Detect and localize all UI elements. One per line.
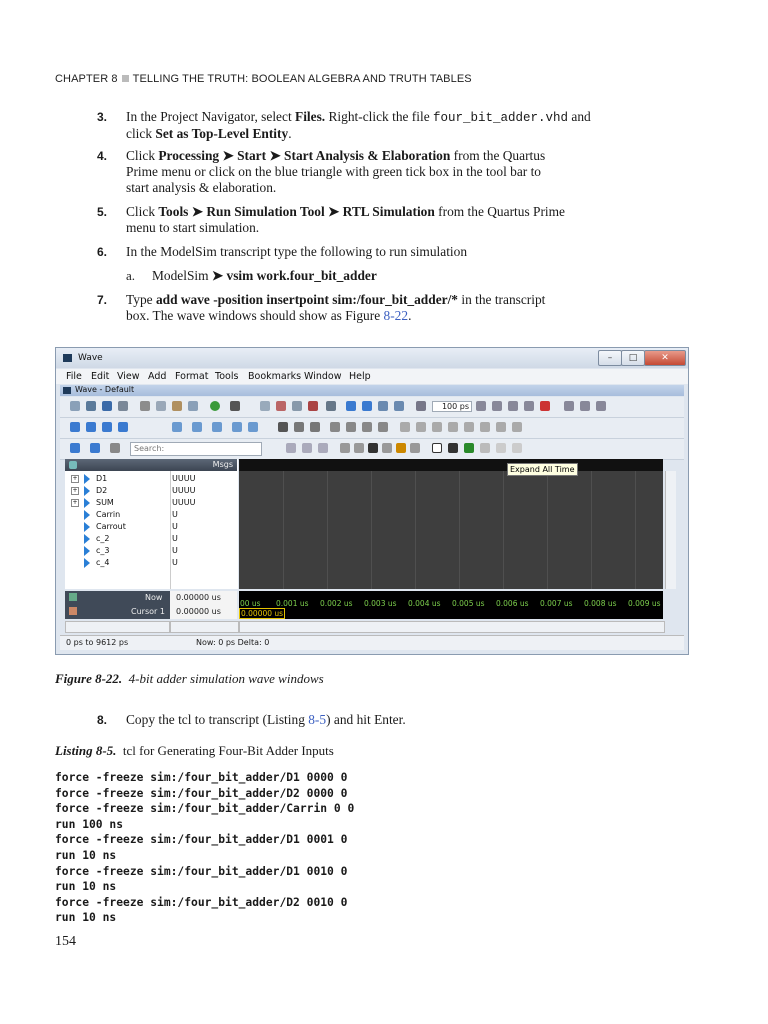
chapter-title: TELLING THE TRUTH: BOOLEAN ALGEBRA AND TRUTH TABLES [132, 73, 472, 85]
signal-name: Carrin [96, 510, 121, 519]
step-text: from the Quartus Prime [434, 204, 565, 219]
wave-edit-icon[interactable] [512, 422, 522, 432]
status-range: 0 ps to 9612 ps [66, 638, 129, 647]
signal-row[interactable] [65, 485, 237, 497]
wave-tool-icon[interactable] [326, 401, 336, 411]
minimize-button[interactable]: – [598, 350, 622, 366]
wave-nav-icon[interactable] [232, 422, 242, 432]
menu-edit[interactable]: Edit [91, 371, 110, 382]
signal-row[interactable] [65, 545, 237, 557]
step-arrow-icon[interactable] [378, 401, 388, 411]
cursor-tool-icon[interactable] [118, 422, 128, 432]
horizontal-scrollbar[interactable] [239, 621, 665, 633]
signal-value: UUUU [172, 486, 196, 495]
step-text: . [408, 308, 412, 323]
code-line: run 10 ns [55, 911, 117, 925]
horizontal-scrollbar[interactable] [65, 621, 170, 633]
step-6 [97, 244, 606, 260]
step-number: 3. [97, 110, 108, 124]
wave-format-icon[interactable] [432, 443, 442, 453]
signal-icon [84, 474, 90, 484]
cursor-label: Cursor 1 [131, 607, 165, 616]
chapter-label: CHAPTER 8 [55, 73, 118, 85]
wave-edit-icon[interactable] [496, 422, 506, 432]
signal-row[interactable] [65, 533, 237, 545]
now-cursor-values [170, 591, 237, 619]
find-icon[interactable] [230, 401, 240, 411]
signal-name: Carrout [96, 522, 126, 531]
page-number: 154 [55, 934, 76, 949]
signal-name: c_4 [96, 558, 110, 567]
bold-term: RTL Simulation [342, 204, 435, 219]
signal-value: U [172, 546, 178, 555]
horizontal-scrollbar[interactable] [170, 621, 239, 633]
run-icon[interactable] [492, 401, 502, 411]
signal-name: D2 [96, 486, 108, 495]
now-icon [69, 593, 77, 601]
layout-icon[interactable] [580, 401, 590, 411]
print-icon[interactable] [118, 401, 128, 411]
step-text: and [568, 109, 591, 124]
time-tick-label: 0.007 us [540, 599, 573, 608]
signal-value: UUUU [172, 474, 196, 483]
menu-help[interactable]: Help [349, 371, 371, 382]
signal-icon [84, 546, 90, 556]
menu-bookmarks[interactable]: Bookmarks [248, 371, 302, 382]
copy-icon[interactable] [156, 401, 166, 411]
cursor-tool-icon[interactable] [102, 422, 112, 432]
wave-tool-icon[interactable] [276, 401, 286, 411]
step-number: 7. [97, 293, 108, 307]
run-length-input[interactable]: 100 ps [432, 401, 472, 412]
arrow-icon: ➤ [211, 268, 224, 283]
cursor-value: 0.00000 us [176, 607, 221, 616]
wave-tool-icon[interactable] [292, 401, 302, 411]
time-tick-label: 0.008 us [584, 599, 617, 608]
app-icon [63, 354, 72, 362]
step-text: from the Quartus [450, 148, 546, 163]
step-5 [97, 204, 606, 236]
stop-icon[interactable] [540, 401, 550, 411]
arrow-icon: ➤ [191, 204, 203, 219]
window-title: Wave [78, 353, 103, 363]
new-icon[interactable] [70, 401, 80, 411]
select-icon[interactable] [294, 422, 304, 432]
signal-name: D1 [96, 474, 108, 483]
wave-format-icon[interactable] [496, 443, 506, 453]
time-tick-label: 00 us [240, 599, 261, 608]
window-titlebar [56, 348, 688, 368]
search-option-icon[interactable] [286, 443, 296, 453]
zoom-out-icon[interactable] [354, 443, 364, 453]
listing-link[interactable]: 8-5 [308, 712, 327, 727]
grid-line [415, 471, 416, 589]
arrow-icon: ➤ [328, 204, 340, 219]
bold-term: Set as Top-Level Entity [155, 126, 289, 141]
wave-edit-icon[interactable] [400, 422, 410, 432]
step-text: box. The wave windows should show as Figure [126, 308, 384, 323]
search-option-icon[interactable] [302, 443, 312, 453]
wave-nav-icon[interactable] [212, 422, 222, 432]
bold-term: add wave -position insertpoint sim:/four_bit_adder/* [155, 292, 458, 307]
time-tick-label: 0.002 us [320, 599, 353, 608]
step-number: 6. [97, 245, 108, 259]
wave-edit-icon[interactable] [346, 422, 356, 432]
code-listing [55, 770, 354, 926]
header-square-icon [122, 75, 129, 82]
time-tick-label: 0.003 us [364, 599, 397, 608]
step-arrow-icon[interactable] [346, 401, 356, 411]
step-text: In the Project Navigator, select [126, 109, 296, 124]
file-name-code: four_bit_adder.vhd [433, 111, 569, 125]
zoom-range-icon[interactable] [396, 443, 406, 453]
menu-add[interactable]: Add [148, 371, 167, 382]
expand-icon[interactable]: + [72, 487, 78, 494]
paste-icon[interactable] [172, 401, 182, 411]
code-line: force -freeze sim:/four_bit_adder/D2 0010 0 [55, 895, 348, 909]
run-icon[interactable] [508, 401, 518, 411]
wave-format-icon[interactable] [480, 443, 490, 453]
run-icon[interactable] [524, 401, 534, 411]
find-next-icon[interactable] [70, 443, 80, 453]
cursor-icon[interactable] [69, 607, 77, 615]
close-button[interactable]: ✕ [644, 350, 686, 366]
signal-row[interactable] [65, 497, 237, 509]
bold-term: Processing [158, 148, 220, 163]
signal-icon [84, 510, 90, 520]
now-value: 0.00000 us [176, 593, 221, 602]
signal-value: U [172, 558, 178, 567]
code-line: run 10 ns [55, 880, 117, 894]
wave-edit-icon[interactable] [378, 422, 388, 432]
figure-link[interactable]: 8-22 [383, 308, 409, 323]
zoom-full-icon[interactable] [368, 443, 378, 453]
wave-format-icon[interactable] [448, 443, 458, 453]
step-4 [97, 148, 606, 196]
step-8 [97, 712, 606, 728]
time-tick-label: 0.005 us [452, 599, 485, 608]
menu-view[interactable]: View [117, 371, 140, 382]
step-text: Prime menu or click on the blue triangle with green tick box in the tool bar to [126, 164, 542, 179]
bold-term: vsim work.four_bit_adder [226, 268, 377, 283]
wave-edit-icon[interactable] [416, 422, 426, 432]
bold-term: Files. [295, 109, 326, 124]
signal-name: SUM [96, 498, 114, 507]
step-arrow-icon[interactable] [362, 401, 372, 411]
zoom-tool-icon[interactable] [410, 443, 420, 453]
undo-icon[interactable] [188, 401, 198, 411]
signal-icon [84, 486, 90, 496]
wave-edit-icon[interactable] [448, 422, 458, 432]
step-text: in the transcript [458, 292, 546, 307]
msgs-header: Msgs [212, 460, 233, 469]
grid-line [459, 471, 460, 589]
code-line: run 10 ns [55, 848, 117, 862]
signal-row[interactable] [65, 473, 237, 485]
wave-edit-icon[interactable] [330, 422, 340, 432]
status-bar [60, 635, 684, 650]
menu-window[interactable]: Window [304, 371, 342, 382]
arrow-icon: ➤ [222, 148, 234, 163]
run-icon[interactable] [476, 401, 486, 411]
step-text: click [126, 126, 156, 141]
wave-format-icon[interactable] [512, 443, 522, 453]
code-line: force -freeze sim:/four_bit_adder/D1 0010 0 [55, 864, 348, 878]
compile-icon[interactable] [210, 401, 220, 411]
time-ruler[interactable] [239, 591, 663, 619]
wave-edit-icon[interactable] [362, 422, 372, 432]
search-option-icon[interactable] [318, 443, 328, 453]
time-tick-label: 0.001 us [276, 599, 309, 608]
signal-icon [84, 534, 90, 544]
waveform-area[interactable] [239, 471, 663, 589]
step-text: Click [126, 148, 159, 163]
signal-icon [84, 558, 90, 568]
step-arrow-icon[interactable] [394, 401, 404, 411]
step-text: Click [126, 204, 159, 219]
signal-icon [84, 522, 90, 532]
arrow-icon: ➤ [269, 148, 281, 163]
cut-icon[interactable] [140, 401, 150, 411]
figure-label: Figure 8-22. [55, 671, 123, 686]
wave-edit-icon[interactable] [464, 422, 474, 432]
step-text: . [288, 126, 292, 141]
wave-nav-icon[interactable] [192, 422, 202, 432]
step-text: Copy the tcl to transcript (Listing [126, 712, 309, 727]
bold-term: Start [237, 148, 267, 163]
pointer-icon[interactable] [278, 422, 288, 432]
wave-edit-icon[interactable] [480, 422, 490, 432]
cursor-tool-icon[interactable] [70, 422, 80, 432]
step-number: 5. [97, 205, 108, 219]
status-now: Now: 0 ps Delta: 0 [196, 638, 270, 647]
signal-name: c_2 [96, 534, 110, 543]
step-text: Type [126, 292, 156, 307]
toolbar-row-2 [60, 418, 684, 439]
step-text: In the ModelSim transcript type the following to run simulation [126, 244, 468, 259]
code-line: force -freeze sim:/four_bit_adder/D1 0001 0 [55, 833, 348, 847]
listing-caption [55, 743, 334, 759]
wave-nav-icon[interactable] [248, 422, 258, 432]
zoom-cursor-icon[interactable] [382, 443, 392, 453]
step-6a [126, 268, 632, 284]
find-icon[interactable] [110, 443, 120, 453]
step-7 [97, 292, 606, 324]
zoom-in-icon[interactable] [340, 443, 350, 453]
signal-row[interactable] [65, 521, 237, 533]
grid-line [635, 471, 636, 589]
step-text: menu to start simulation. [126, 220, 260, 235]
save-icon[interactable] [102, 401, 112, 411]
wave-nav-icon[interactable] [172, 422, 182, 432]
signal-value: U [172, 534, 178, 543]
wave-tool-icon[interactable] [308, 401, 318, 411]
wave-header [239, 459, 663, 471]
listing-label: Listing 8-5. [55, 743, 117, 758]
grid-line [503, 471, 504, 589]
select-icon[interactable] [310, 422, 320, 432]
menu-file[interactable]: File [66, 371, 82, 382]
search-placeholder: Search: [134, 444, 165, 453]
step-text: Right-click the file [325, 109, 433, 124]
bold-term: Run Simulation Tool [206, 204, 325, 219]
step-text: ) and hit Enter. [326, 712, 406, 727]
signal-row[interactable] [65, 557, 237, 569]
run-icon[interactable] [416, 401, 426, 411]
wave-header-icon[interactable] [69, 461, 77, 469]
listing-title: tcl for Generating Four-Bit Adder Inputs [122, 743, 334, 758]
step-text: ModelSim [152, 268, 212, 283]
figure-caption [55, 671, 324, 687]
toolbar-row-1 [60, 397, 684, 418]
bold-term: Start Analysis & Elaboration [284, 148, 451, 163]
wave-edit-icon[interactable] [432, 422, 442, 432]
find-prev-icon[interactable] [90, 443, 100, 453]
expand-all-time-tooltip: Expand All Time [507, 463, 578, 476]
signal-value: U [172, 522, 178, 531]
grid-line [547, 471, 548, 589]
layout-icon[interactable] [564, 401, 574, 411]
signal-icon [84, 498, 90, 508]
wave-pane-title: Wave - Default [75, 385, 135, 394]
cursor-marker[interactable]: 0.00000 us [241, 609, 284, 618]
wave-pane-icon [63, 387, 71, 394]
grid-line [327, 471, 328, 589]
search-input[interactable] [130, 442, 262, 456]
time-tick-label: 0.006 us [496, 599, 529, 608]
toolbar-row-3 [60, 439, 684, 460]
menu-format[interactable]: Format [175, 371, 209, 382]
cursor-tool-icon[interactable] [86, 422, 96, 432]
expand-icon[interactable]: + [72, 475, 78, 482]
figure-caption-text: 4-bit adder simulation wave windows [128, 671, 324, 686]
grid-line [371, 471, 372, 589]
code-line: run 100 ns [55, 817, 124, 831]
expand-icon[interactable]: + [72, 499, 78, 506]
wave-tool-icon[interactable] [260, 401, 270, 411]
step-3 [97, 109, 606, 142]
signal-name: c_3 [96, 546, 110, 555]
menu-bar [56, 369, 688, 384]
step-number: a. [126, 268, 136, 283]
maximize-button[interactable]: □ [621, 350, 645, 366]
step-text: start analysis & elaboration. [126, 180, 277, 195]
code-line: force -freeze sim:/four_bit_adder/Carrin 0 0 [55, 802, 355, 816]
now-label: Now [145, 593, 163, 602]
layout-icon[interactable] [596, 401, 606, 411]
signal-row[interactable] [65, 509, 237, 521]
pane-header [65, 459, 237, 471]
time-tick-label: 0.004 us [408, 599, 441, 608]
grid-line [283, 471, 284, 589]
grid-line [591, 471, 592, 589]
wave-window [55, 347, 689, 655]
wave-pane-titlebar [60, 385, 684, 396]
signal-value: UUUU [172, 498, 196, 507]
wave-format-icon[interactable] [464, 443, 474, 453]
code-line: force -freeze sim:/four_bit_adder/D2 0000 0 [55, 786, 348, 800]
vertical-scrollbar[interactable] [665, 471, 676, 589]
time-tick-label: 0.009 us [628, 599, 661, 608]
code-line: force -freeze sim:/four_bit_adder/D1 0000 0 [55, 771, 348, 784]
step-number: 4. [97, 149, 108, 163]
step-number: 8. [97, 713, 108, 727]
signal-value: U [172, 510, 178, 519]
menu-tools[interactable]: Tools [215, 371, 239, 382]
open-icon[interactable] [86, 401, 96, 411]
bold-term: Tools [158, 204, 189, 219]
running-header [55, 73, 472, 85]
